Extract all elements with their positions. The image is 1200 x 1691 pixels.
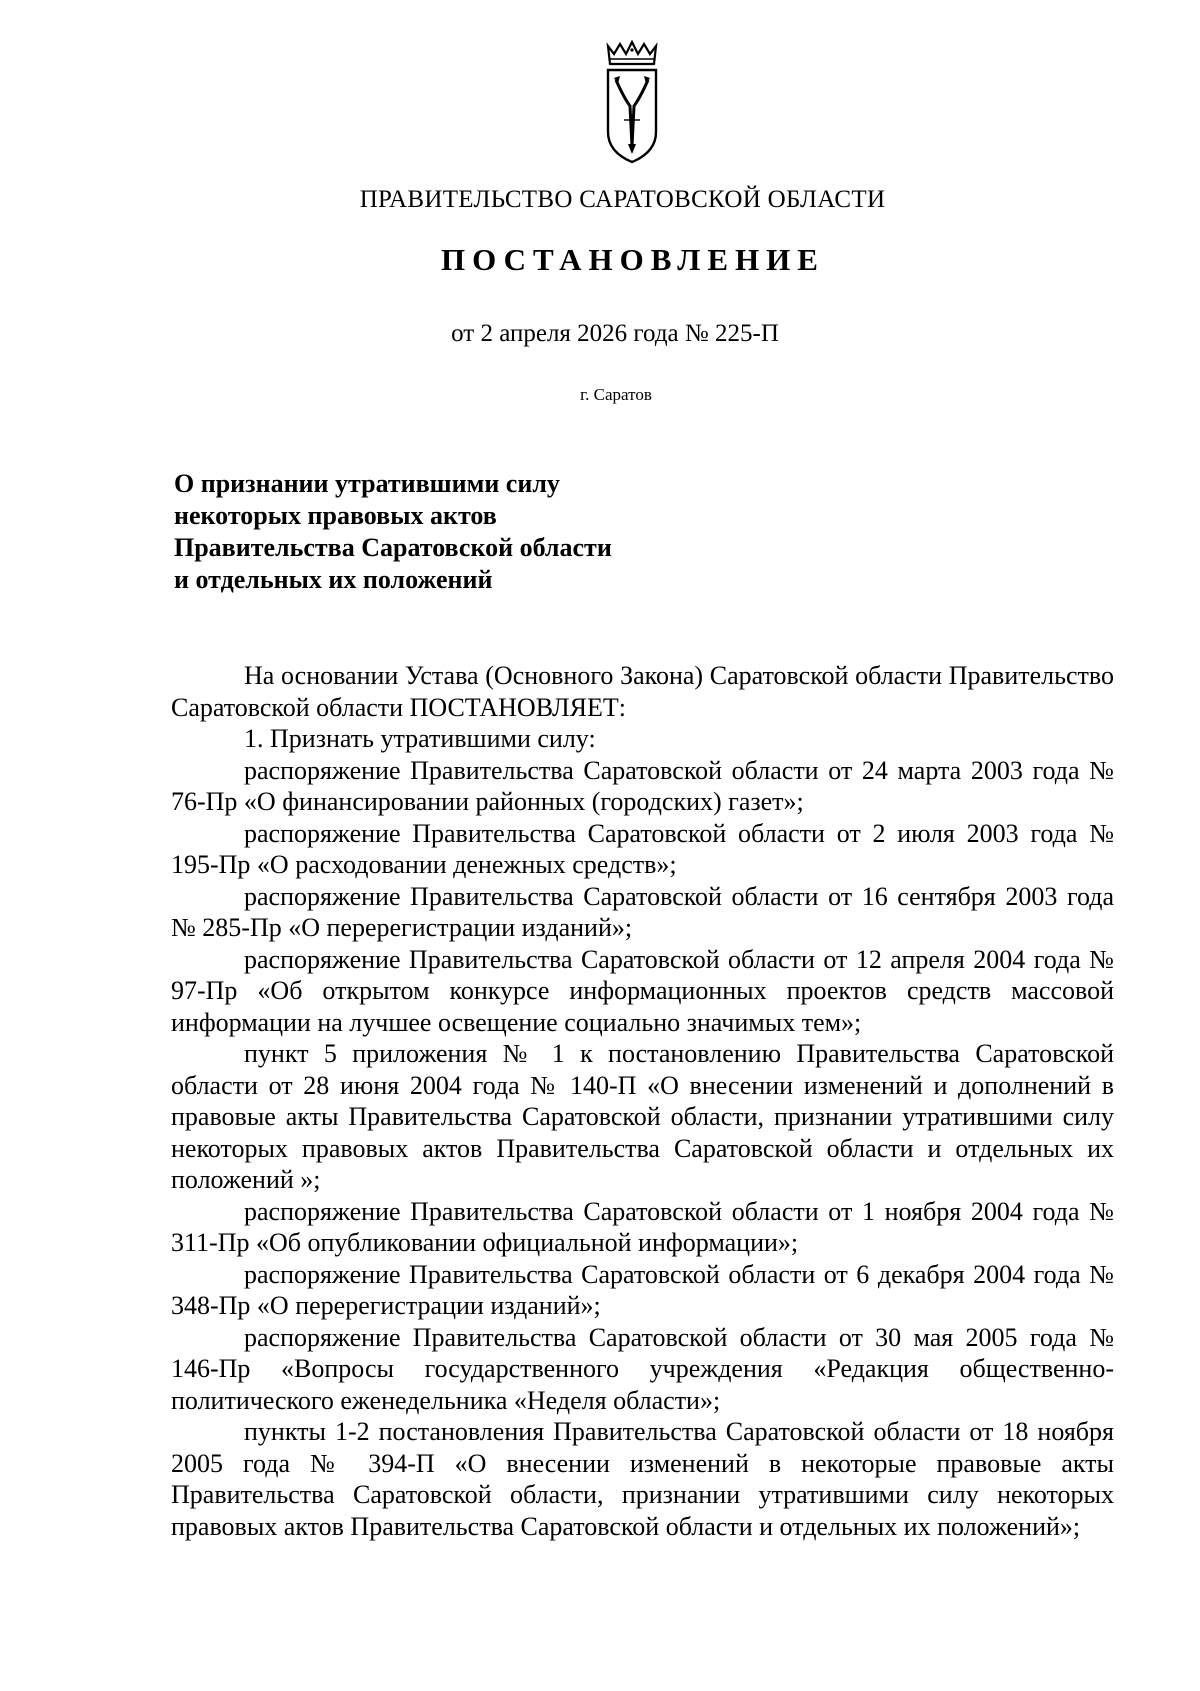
body-paragraph: распоряжение Правительства Саратовской области от 16 сентября 2003 года № 285-Пр «О перерегистрации изданий»;	[171, 881, 1114, 942]
document-subject	[174, 468, 734, 596]
document-body	[171, 660, 1114, 1542]
body-paragraph: пункт 5 приложения № 1 к постановлению Правительства Саратовской области от 28 июня 2004 года № 140-П «О внесении изменений и дополнений в правовые акты Правительства Саратовской области, признании утратившими силу некоторых правовых актов Правительства Саратовской области и отдельных их положений »;	[171, 1039, 1114, 1194]
body-paragraph: распоряжение Правительства Саратовской области от 1 ноября 2004 года № 311-Пр «Об опубликовании официальной информации»;	[171, 1196, 1114, 1257]
body-paragraph: распоряжение Правительства Саратовской области от 24 марта 2003 года № 76-Пр «О финансировании районных (городских) газет»;	[171, 755, 1114, 816]
subject-line: О признании утратившими силу	[174, 469, 560, 498]
subject-line: Правительства Саратовской области	[174, 533, 612, 562]
body-paragraph: 1. Признать утратившими силу:	[244, 724, 596, 753]
saratov-coat-of-arms-icon	[600, 40, 664, 168]
document-date-number: от 2 апреля 2026 года № 225-П	[451, 320, 779, 347]
government-name: ПРАВИТЕЛЬСТВО САРАТОВСКОЙ ОБЛАСТИ	[359, 186, 886, 213]
body-paragraph: распоряжение Правительства Саратовской области от 6 декабря 2004 года № 348-Пр «О перерегистрации изданий»;	[171, 1259, 1114, 1320]
subject-line: некоторых правовых актов	[174, 501, 497, 530]
body-paragraph: распоряжение Правительства Саратовской области от 2 июля 2003 года № 195-Пр «О расходовании денежных средств»;	[171, 818, 1114, 879]
body-paragraph: распоряжение Правительства Саратовской области от 30 мая 2005 года № 146-Пр «Вопросы государственного учреждения «Редакция общественно-политического еженедельника «Неделя области»;	[171, 1322, 1114, 1415]
body-paragraph: На основании Устава (Основного Закона) Саратовской области Правительство Саратовской области ПОСТАНОВЛЯЕТ:	[171, 661, 1114, 722]
body-paragraph: распоряжение Правительства Саратовской области от 12 апреля 2004 года № 97-Пр «Об открытом конкурсе информационных проектов средств массовой информации на лучшее освещение социально значимых тем»;	[171, 944, 1114, 1037]
subject-line: и отдельных их положений	[174, 565, 493, 594]
document-type-title: ПОСТАНОВЛЕНИЕ	[441, 242, 825, 277]
document-city: г. Саратов	[580, 385, 652, 404]
body-paragraph: пункты 1-2 постановления Правительства Саратовской области от 18 ноября 2005 года № 394-П «О внесении изменений в некоторые правовые акты Правительства Саратовской области, признании утратившими силу некоторых правовых актов Правительства Саратовской области и отдельных их положений»;	[171, 1417, 1114, 1541]
